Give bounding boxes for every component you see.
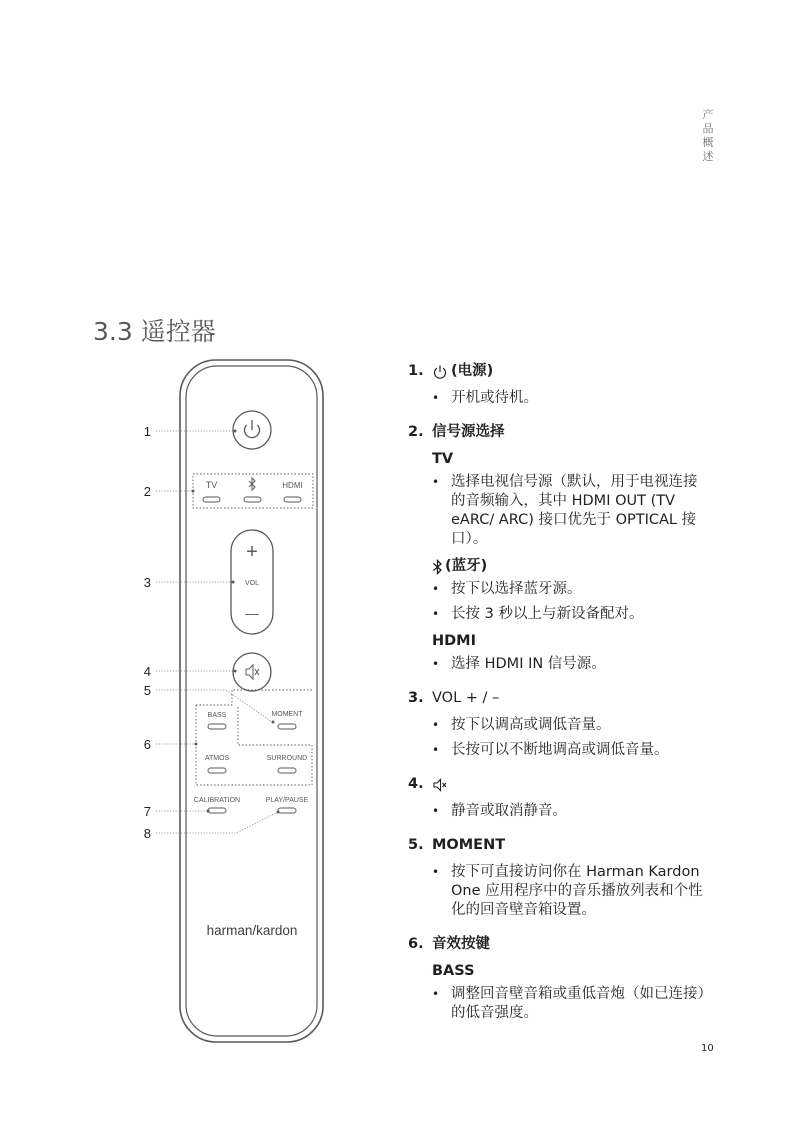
play-pause-label: PLAY/PAUSE <box>265 797 309 804</box>
calibration-label: CALIBRATION <box>193 797 241 804</box>
item-moment <box>408 836 708 920</box>
item-title: (电源) <box>451 363 494 379</box>
bass-button <box>208 724 226 729</box>
vol-minus-label: — <box>245 605 259 621</box>
item-number: 6. <box>408 936 424 952</box>
callout-6: 6 <box>143 737 151 752</box>
item-number: 5. <box>408 837 424 853</box>
moment-label: MOMENT <box>271 711 303 718</box>
side-label-char: 概 <box>702 136 716 149</box>
bullet-text: • 选择 HDMI IN 信号源。 <box>432 655 708 674</box>
item-title: VOL + / – <box>432 690 500 706</box>
sub-heading-bass: BASS <box>432 963 475 979</box>
bullet-text: • 按下可直接访问你在 Harman Kardon One 应用程序中的音乐播放列表和个性化的回音壁音箱设置。 <box>432 863 708 920</box>
sound-buttons-group <box>196 690 312 785</box>
sub-heading-tv: TV <box>432 451 454 467</box>
item-source-select <box>408 423 708 674</box>
page-number: 10 <box>701 1043 714 1054</box>
item-title: MOMENT <box>432 837 506 853</box>
tv-label: TV <box>205 480 218 490</box>
item-title: 信号源选择 <box>432 424 505 440</box>
callout-1: 1 <box>143 424 151 439</box>
bluetooth-button <box>244 497 261 502</box>
sub-heading-bluetooth <box>432 557 708 576</box>
callout-4: 4 <box>143 664 151 679</box>
bass-label: BASS <box>207 712 227 719</box>
vol-label: VOL <box>244 580 260 587</box>
bluetooth-icon <box>249 478 255 490</box>
bullet-text: • 静音或取消静音。 <box>432 802 708 821</box>
tv-button <box>203 497 220 502</box>
vol-plus-label: + <box>246 541 258 563</box>
item-power <box>408 362 708 408</box>
side-label-char: 述 <box>702 150 716 163</box>
item-sound-effects <box>408 935 708 1023</box>
remote-descriptions <box>408 362 708 1029</box>
mute-icon <box>432 777 448 793</box>
moment-button <box>278 724 296 729</box>
surround-button <box>278 768 296 773</box>
callout-7: 7 <box>143 804 151 819</box>
sub-heading-hdmi: HDMI <box>432 633 476 649</box>
bullet-text: • 选择电视信号源（默认，用于电视连接的音频输入，其中 HDMI OUT (TV eARC/ ARC) 接口优先于 OPTICAL 接口）。 <box>432 473 708 549</box>
atmos-label: ATMOS <box>204 755 230 762</box>
item-number: 1. <box>408 363 424 379</box>
hdmi-button <box>284 497 301 502</box>
power-icon <box>432 364 448 380</box>
sub-heading-label: (蓝牙) <box>445 558 488 574</box>
callout-2: 2 <box>143 484 151 499</box>
bullet-text: • 长按 3 秒以上与新设备配对。 <box>432 605 708 624</box>
mute-icon <box>246 665 253 679</box>
bullet-text: • 调整回音壁音箱或重低音炮（如已连接）的低音强度。 <box>432 985 708 1023</box>
play-pause-button <box>278 808 296 813</box>
side-label-char: 品 <box>702 122 716 135</box>
bullet-text: • 长按可以不断地调高或调低音量。 <box>432 741 708 760</box>
brand-logo: harman/kardon <box>206 923 298 938</box>
item-mute <box>408 775 708 821</box>
bluetooth-icon <box>432 559 443 575</box>
item-number: 3. <box>408 690 424 706</box>
surround-label: SURROUND <box>266 755 308 762</box>
bullet-text: • 开机或待机。 <box>432 389 708 408</box>
item-volume <box>408 689 708 760</box>
atmos-button <box>208 768 226 773</box>
item-number: 2. <box>408 424 424 440</box>
item-number: 4. <box>408 776 424 792</box>
callout-8: 8 <box>143 826 151 841</box>
bullet-text: • 按下以选择蓝牙源。 <box>432 580 708 599</box>
remote-body-outer <box>180 360 323 1042</box>
side-label-char: 产 <box>702 108 716 121</box>
mute-button <box>233 653 271 691</box>
bullet-text: • 按下以调高或调低音量。 <box>432 716 708 735</box>
callout-5: 5 <box>143 683 151 698</box>
section-heading: 3.3 遥控器 <box>93 317 216 346</box>
hdmi-label: HDMI <box>282 481 303 490</box>
callout-3: 3 <box>143 575 151 590</box>
calibration-button <box>208 808 226 813</box>
item-title: 音效按键 <box>432 936 490 952</box>
